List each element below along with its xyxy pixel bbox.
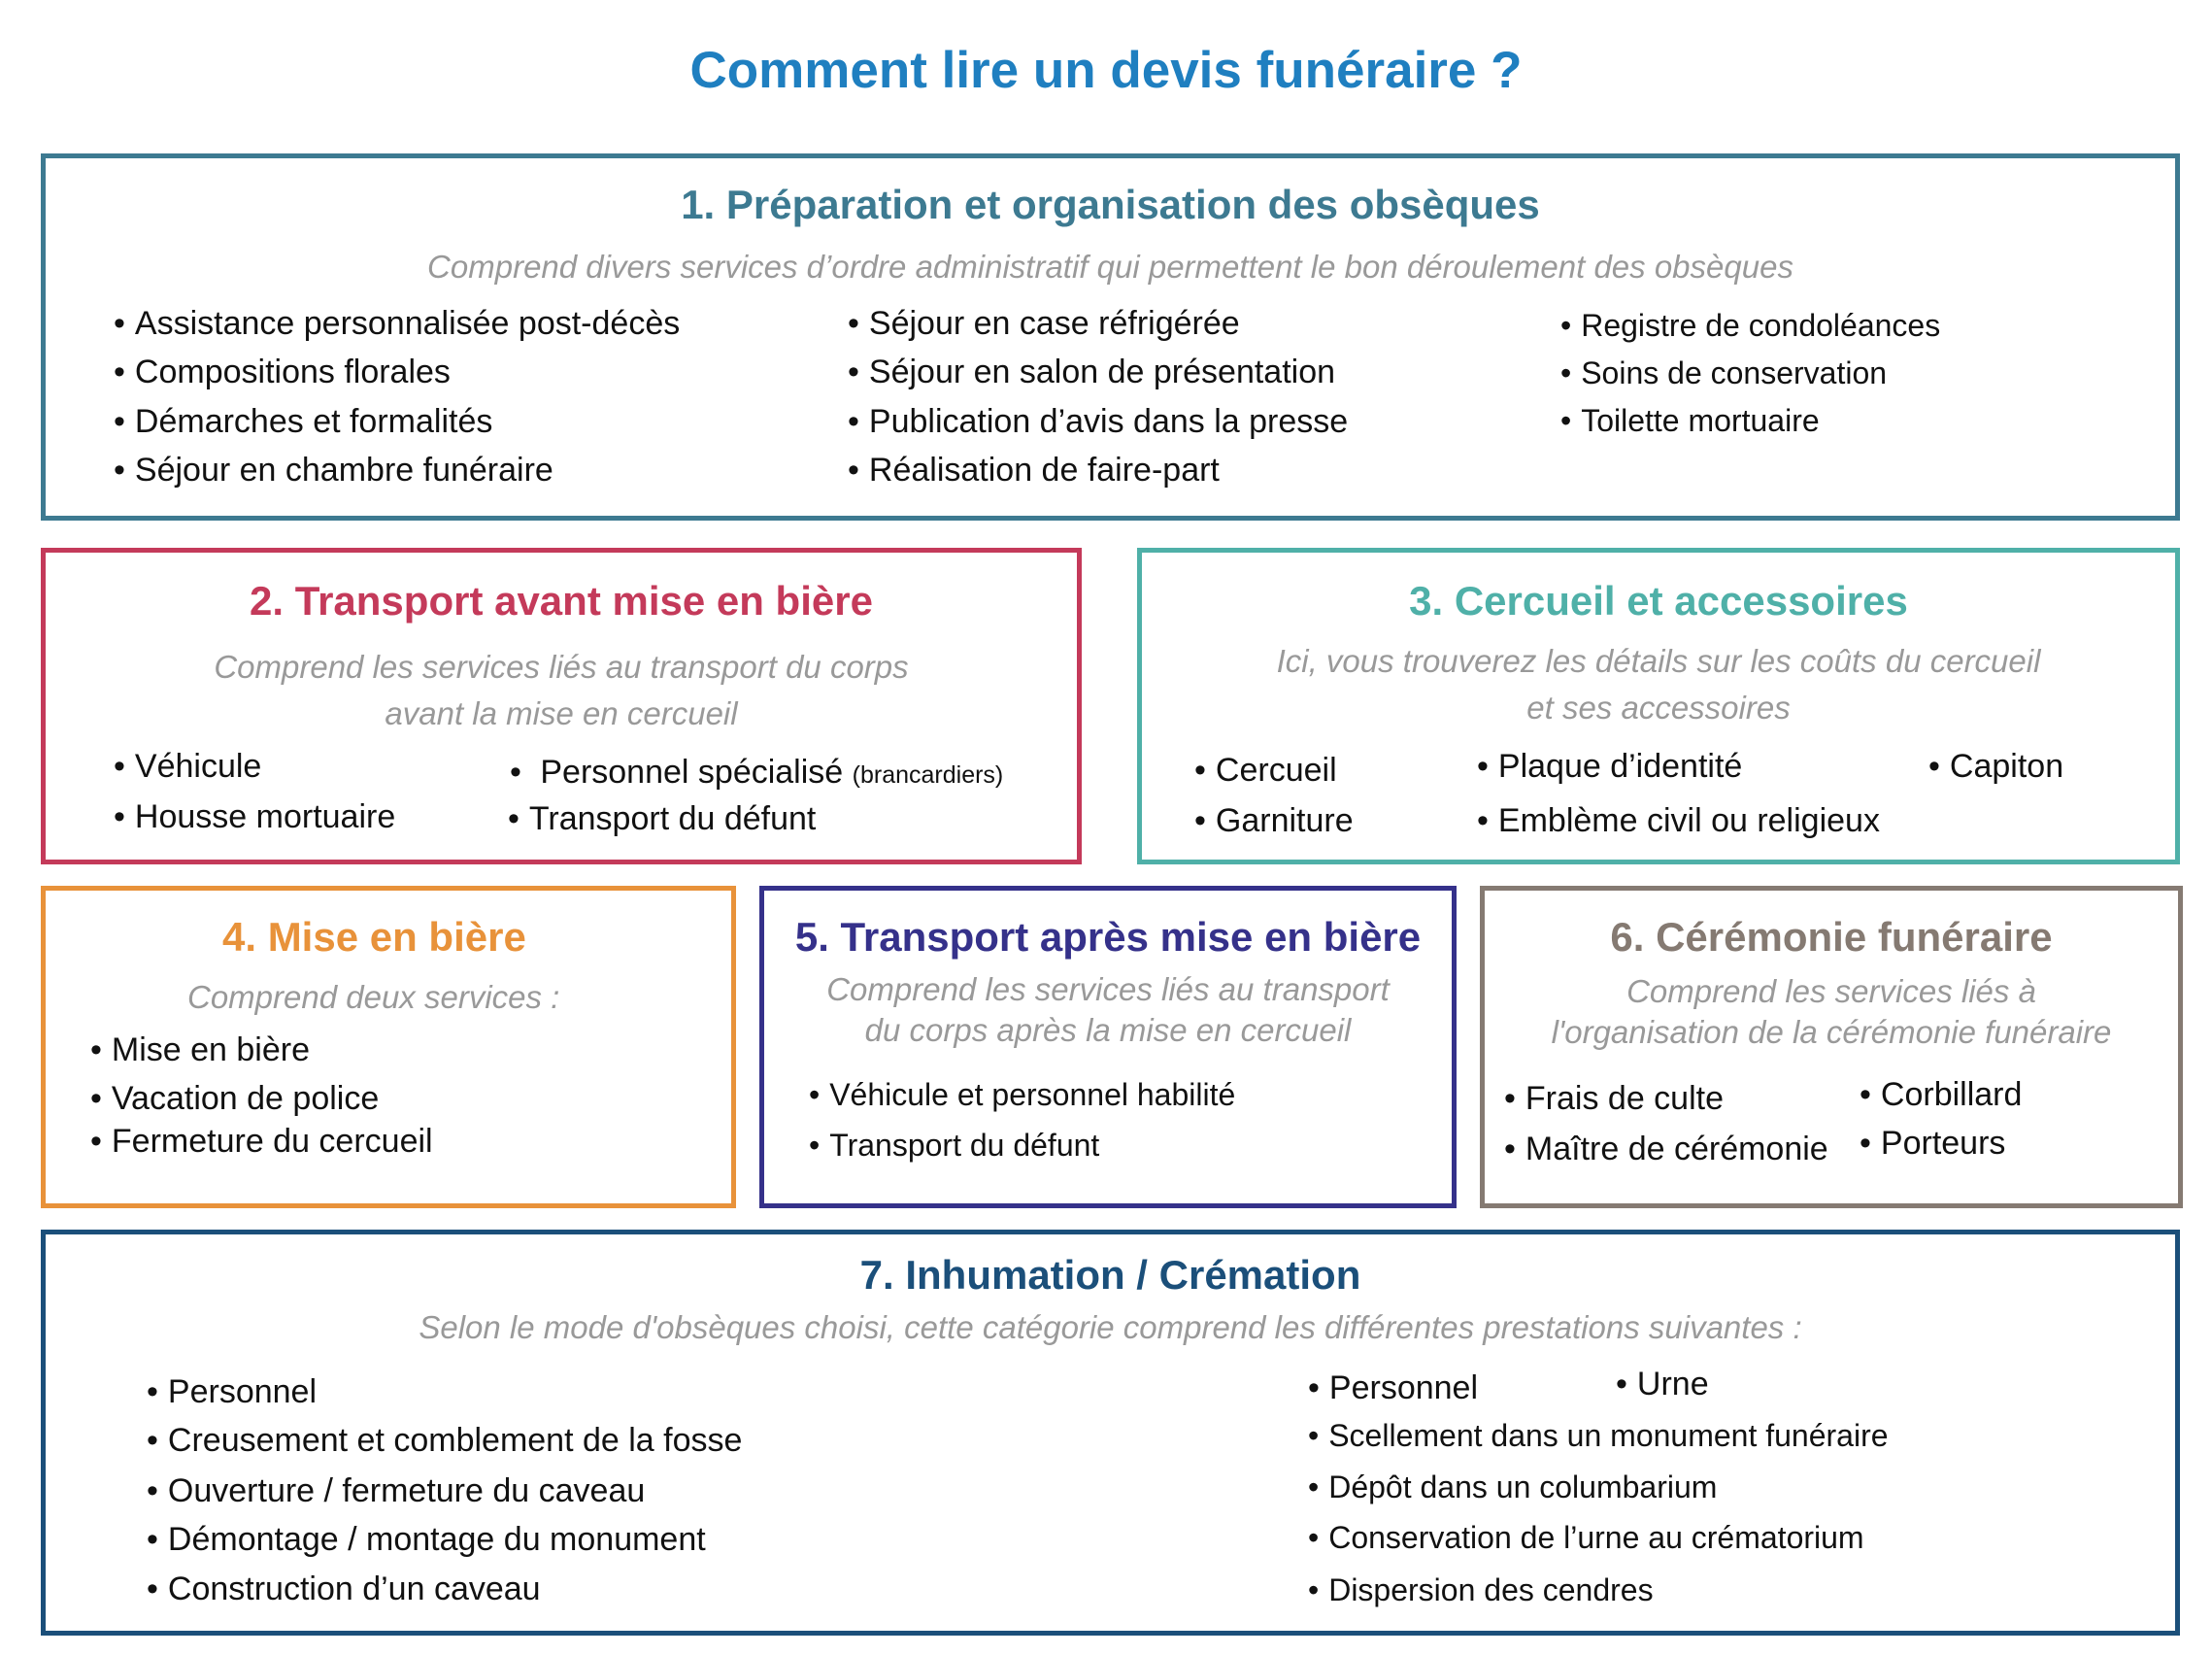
list-item: • Frais de culte	[1504, 1079, 1724, 1118]
list-item: • Fermeture du cercueil	[90, 1122, 433, 1161]
section-2-description-1: Comprend les services liés au transport du corps	[214, 649, 909, 685]
list-item: • Compositions florales	[114, 353, 451, 391]
page-title: Comment lire un devis funéraire ?	[689, 42, 1523, 99]
section-4-description: Comprend deux services :	[187, 979, 560, 1015]
list-item: • Cercueil	[1194, 751, 1337, 790]
list-item: • Assistance personnalisée post-décès	[114, 304, 680, 343]
list-item: • Scellement dans un monument funéraire	[1308, 1416, 1889, 1455]
section-4-title: 4. Mise en bière	[222, 914, 526, 960]
list-item: • Toilette mortuaire	[1560, 401, 1820, 440]
list-item: • Corbillard	[1860, 1075, 2022, 1114]
list-item: • Registre de condoléances	[1560, 306, 1940, 345]
section-6-ceremonie	[1480, 886, 2183, 1208]
section-4-mise-en-biere	[41, 886, 736, 1208]
section-6-title: 6. Cérémonie funéraire	[1610, 914, 2053, 960]
section-5-transport-apres	[759, 886, 1457, 1208]
list-item: • Séjour en case réfrigérée	[848, 304, 1240, 343]
section-3-title: 3. Cercueil et accessoires	[1409, 578, 1908, 624]
section-1-title: 1. Préparation et organisation des obsèques	[681, 182, 1540, 227]
section-3-description-2: et ses accessoires	[1526, 690, 1791, 726]
list-item-personnel	[510, 753, 1003, 794]
list-item: • Dispersion des cendres	[1308, 1571, 1654, 1609]
list-item: • Véhicule	[114, 747, 261, 786]
section-7-inhumation-cremation	[41, 1230, 2180, 1636]
personnel-label: Personnel spécialisé	[540, 754, 844, 791]
list-item: • Séjour en salon de présentation	[848, 353, 1335, 391]
section-2-transport-avant	[41, 548, 1082, 864]
section-1-preparation	[41, 153, 2180, 521]
list-item: • Personnel	[1308, 1368, 1478, 1407]
section-2-title: 2. Transport avant mise en bière	[250, 578, 873, 624]
section-3-description-1: Ici, vous trouverez les détails sur les coûts du cercueil	[1276, 643, 2041, 679]
list-item: • Housse mortuaire	[114, 797, 395, 836]
list-item: • Conservation de l’urne au crématorium	[1308, 1518, 1864, 1557]
list-item: • Emblème civil ou religieux	[1477, 801, 1880, 840]
list-item: • Séjour en chambre funéraire	[114, 451, 553, 490]
list-item: • Creusement et comblement de la fosse	[147, 1421, 742, 1460]
list-item: • Capiton	[1928, 747, 2063, 786]
section-5-title: 5. Transport après mise en bière	[794, 914, 1422, 960]
list-item: • Réalisation de faire-part	[848, 451, 1220, 490]
list-item: • Mise en bière	[90, 1030, 310, 1069]
section-7-description: Selon le mode d'obsèques choisi, cette catégorie comprend les différentes prestations suivantes :	[419, 1309, 1802, 1345]
list-item: • Démarches et formalités	[114, 402, 492, 441]
list-item: • Garniture	[1194, 801, 1354, 840]
section-6-description-2: l'organisation de la cérémonie funéraire	[1551, 1014, 2112, 1050]
section-7-title: 7. Inhumation / Crémation	[859, 1252, 1361, 1298]
list-item: • Maître de cérémonie	[1504, 1130, 1828, 1168]
list-item: • Urne	[1616, 1365, 1709, 1403]
personnel-note: (brancardiers)	[852, 761, 1004, 789]
list-item: • Ouverture / fermeture du caveau	[147, 1471, 645, 1510]
list-item: • Transport du défunt	[508, 799, 816, 838]
list-item: • Véhicule et personnel habilité	[809, 1075, 1235, 1114]
list-item: • Démontage / montage du monument	[147, 1520, 706, 1559]
section-3-cercueil	[1137, 548, 2180, 864]
section-1-description: Comprend divers services d’ordre administratif qui permettent le bon déroulement des obsèques	[427, 249, 1793, 285]
list-item: • Porteurs	[1860, 1124, 2005, 1163]
list-item: • Publication d’avis dans la presse	[848, 402, 1348, 441]
list-item: • Transport du défunt	[809, 1126, 1099, 1165]
section-5-description-1: Comprend les services liés au transport	[826, 971, 1390, 1007]
list-item: • Personnel	[147, 1372, 317, 1411]
list-item: • Plaque d’identité	[1477, 747, 1742, 786]
list-item: • Dépôt dans un columbarium	[1308, 1468, 1717, 1506]
list-item: • Soins de conservation	[1560, 354, 1887, 392]
section-2-description-2: avant la mise en cercueil	[385, 695, 738, 731]
list-item: • Vacation de police	[90, 1079, 379, 1118]
section-6-description-1: Comprend les services liés à	[1626, 973, 2036, 1009]
section-5-description-2: du corps après la mise en cercueil	[864, 1012, 1352, 1048]
list-item: • Construction d’un caveau	[147, 1570, 541, 1608]
